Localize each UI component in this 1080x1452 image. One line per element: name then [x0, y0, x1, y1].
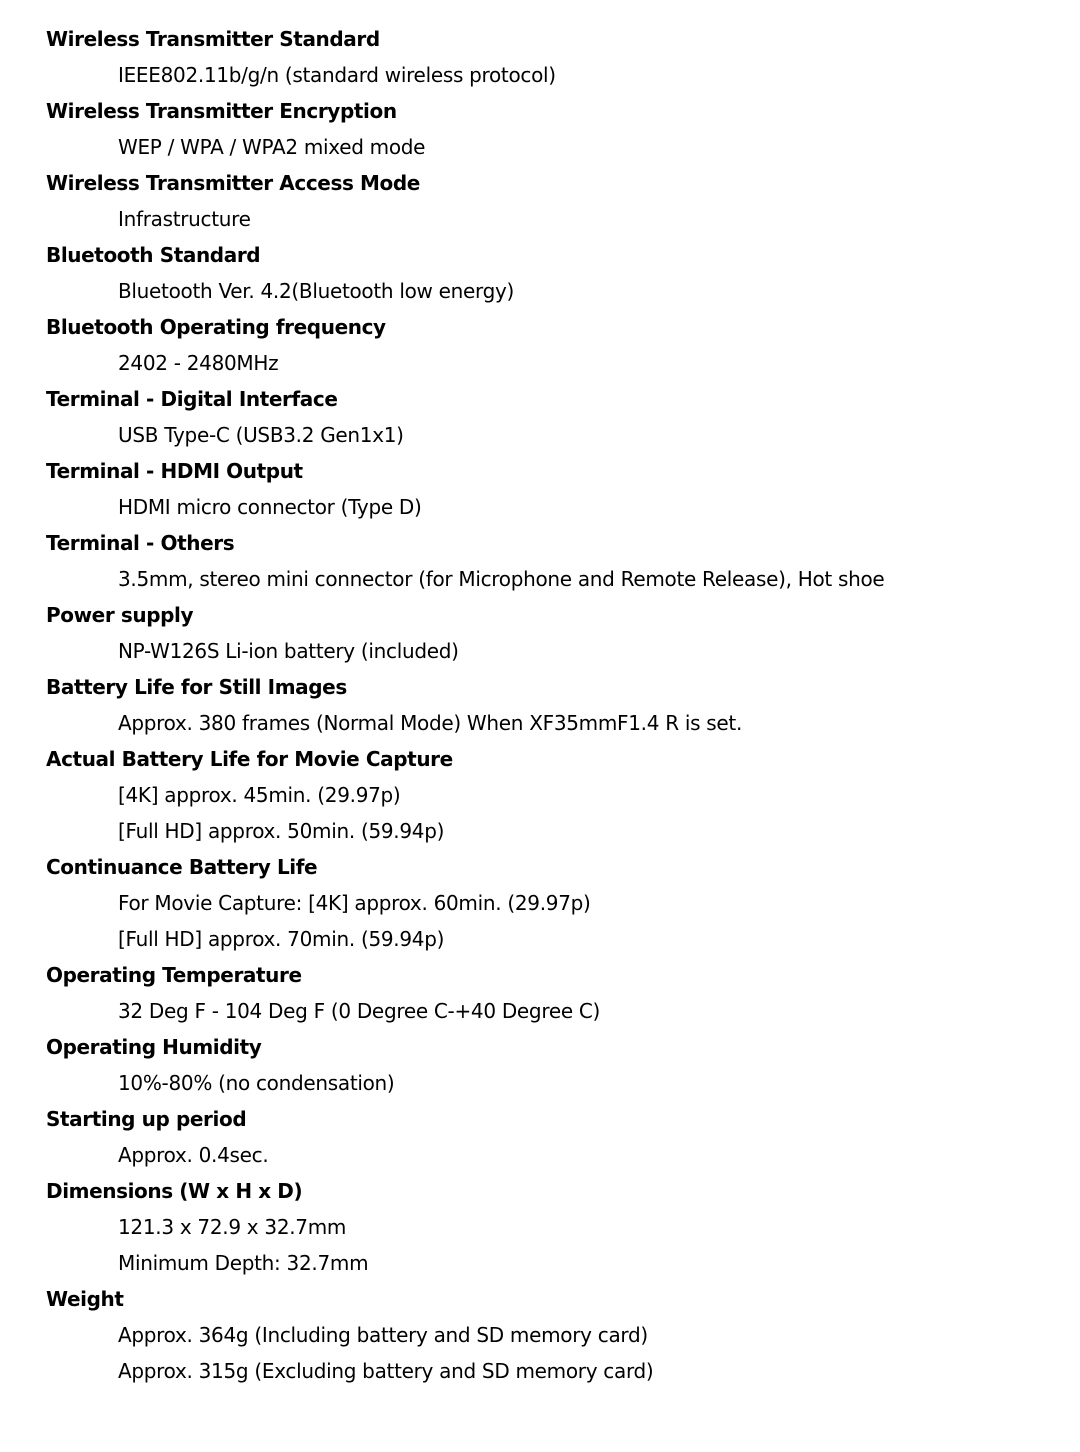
- spec-label: Terminal - Others: [46, 531, 235, 555]
- spec-item: [46, 525, 1046, 597]
- spec-label: Continuance Battery Life: [46, 855, 318, 879]
- spec-label: Bluetooth Standard: [46, 243, 261, 267]
- spec-label: Operating Temperature: [46, 963, 302, 987]
- spec-label: Wireless Transmitter Access Mode: [46, 171, 420, 195]
- spec-item: [46, 669, 1046, 741]
- spec-item: [46, 597, 1046, 669]
- spec-label: Terminal - HDMI Output: [46, 459, 303, 483]
- spec-label: Wireless Transmitter Standard: [46, 27, 380, 51]
- spec-value: [Full HD] approx. 50min. (59.94p): [118, 819, 445, 843]
- spec-value: NP-W126S Li-ion battery (included): [118, 639, 459, 663]
- spec-value: For Movie Capture: [4K] approx. 60min. (29.97p): [118, 891, 591, 915]
- spec-label: Actual Battery Life for Movie Capture: [46, 747, 453, 771]
- spec-value: HDMI micro connector (Type D): [118, 495, 422, 519]
- spec-item: [46, 165, 1046, 237]
- spec-value: Approx. 380 frames (Normal Mode) When XF35mmF1.4 R is set.: [118, 711, 743, 735]
- spec-value: 2402 - 2480MHz: [118, 351, 279, 375]
- spec-item: [46, 237, 1046, 309]
- spec-value: 121.3 x 72.9 x 32.7mm: [118, 1215, 347, 1239]
- spec-item: [46, 93, 1046, 165]
- spec-label: Battery Life for Still Images: [46, 675, 347, 699]
- spec-item: [46, 309, 1046, 381]
- spec-value: WEP / WPA / WPA2 mixed mode: [118, 135, 426, 159]
- spec-item: [46, 21, 1046, 93]
- spec-item: [46, 741, 1046, 849]
- spec-label: Terminal - Digital Interface: [46, 387, 338, 411]
- spec-label: Wireless Transmitter Encryption: [46, 99, 397, 123]
- spec-value: 10%-80% (no condensation): [118, 1071, 395, 1095]
- spec-value: 32 Deg F - 104 Deg F (0 Degree C-+40 Degree C): [118, 999, 601, 1023]
- spec-value: [Full HD] approx. 70min. (59.94p): [118, 927, 445, 951]
- spec-item: [46, 957, 1046, 1029]
- spec-item: [46, 381, 1046, 453]
- spec-value: 3.5mm, stereo mini connector (for Microphone and Remote Release), Hot shoe: [118, 567, 885, 591]
- spec-item: [46, 453, 1046, 525]
- spec-value: USB Type-C (USB3.2 Gen1x1): [118, 423, 404, 447]
- spec-label: Power supply: [46, 603, 194, 627]
- spec-item: [46, 1173, 1046, 1281]
- spec-value: [4K] approx. 45min. (29.97p): [118, 783, 401, 807]
- spec-value: Minimum Depth: 32.7mm: [118, 1251, 369, 1275]
- spec-item: [46, 849, 1046, 957]
- spec-list: [46, 21, 1046, 1389]
- spec-label: Dimensions (W x H x D): [46, 1179, 303, 1203]
- spec-label: Bluetooth Operating frequency: [46, 315, 386, 339]
- spec-item: [46, 1029, 1046, 1101]
- spec-item: [46, 1101, 1046, 1173]
- spec-item: [46, 1281, 1046, 1389]
- spec-value: Approx. 315g (Excluding battery and SD memory card): [118, 1359, 654, 1383]
- spec-label: Operating Humidity: [46, 1035, 262, 1059]
- spec-value: Approx. 364g (Including battery and SD memory card): [118, 1323, 648, 1347]
- spec-label: Starting up period: [46, 1107, 247, 1131]
- spec-value: Bluetooth Ver. 4.2(Bluetooth low energy): [118, 279, 515, 303]
- spec-label: Weight: [46, 1287, 124, 1311]
- spec-value: Infrastructure: [118, 207, 251, 231]
- spec-value: Approx. 0.4sec.: [118, 1143, 269, 1167]
- spec-value: IEEE802.11b/g/n (standard wireless protocol): [118, 63, 556, 87]
